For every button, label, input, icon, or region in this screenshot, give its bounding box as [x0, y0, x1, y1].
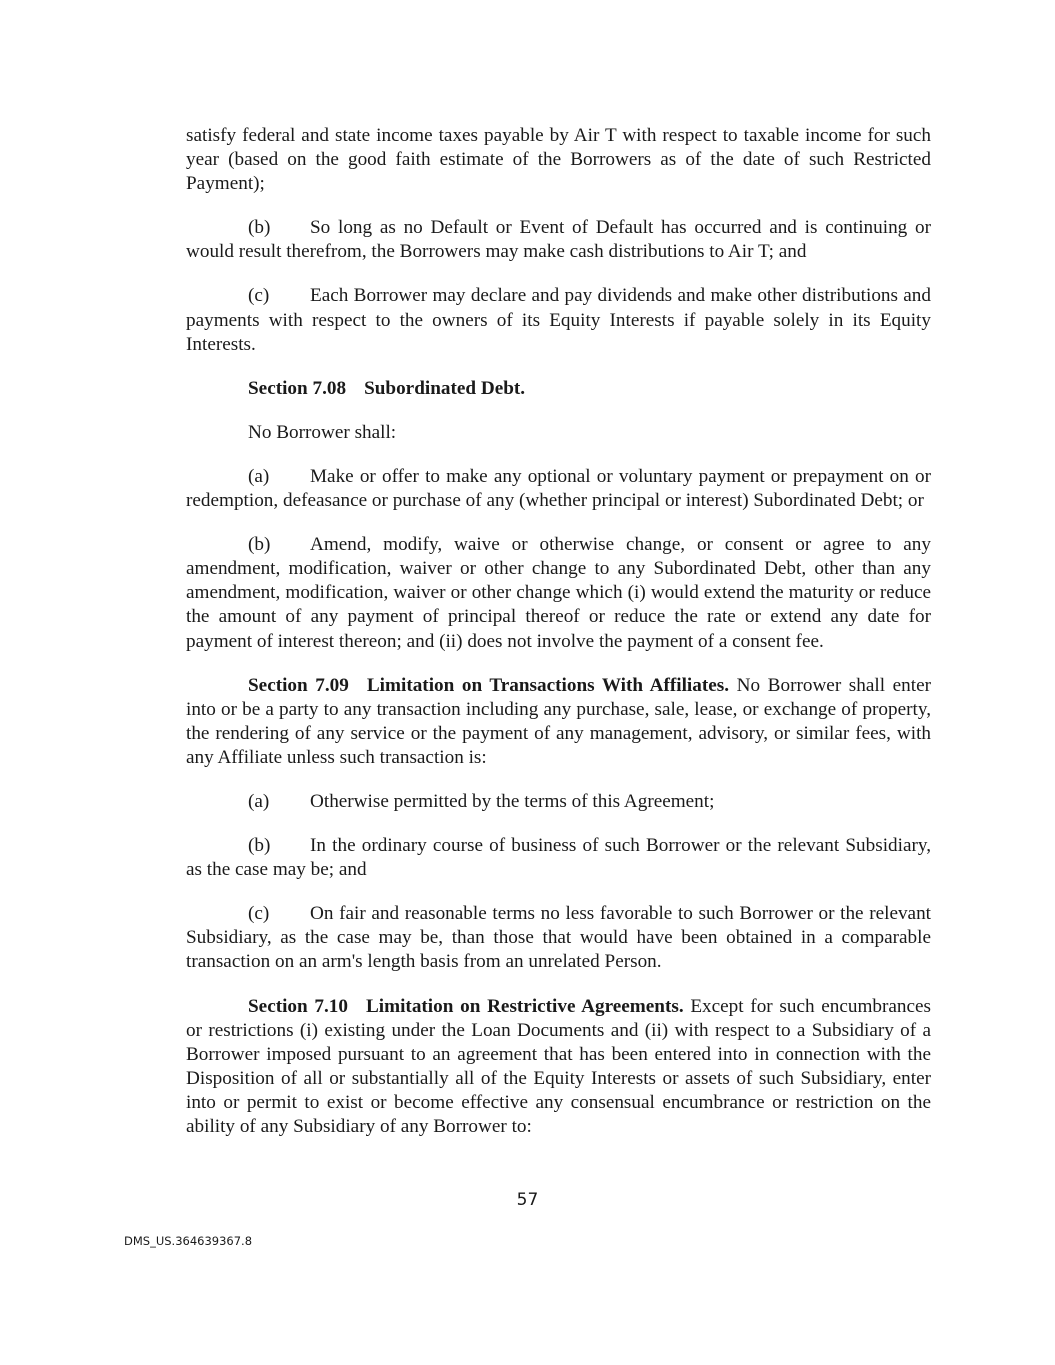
section-7-09-clause-a: [186, 790, 931, 814]
clause-label: (c): [248, 285, 270, 307]
clause-label: (b): [248, 835, 271, 857]
clause-label: (c): [248, 903, 270, 925]
section-7-10: [186, 995, 931, 1140]
clause-label: (a): [248, 790, 270, 812]
clause-text: Amend, modify, waive or otherwise change, or consent or agree to any amendment, modification, waiver or other change to any Subordinated Debt, other than any amendment, modification, waiver or other change which (i) would extend the maturity or reduce the amount of any payment of principal thereof or reduce the rate or extend any date for payment of interest thereon; and (ii) does not involve the payment of a consent fee.: [186, 534, 931, 652]
clause-label: (b): [248, 217, 271, 239]
clause-text: On fair and reasonable terms no less favorable to such Borrower or the relevant Subsidiary, as the case may be, than those that would have been obtained in a comparable transaction on an arm's length basis from an unrelated Person.: [186, 903, 931, 973]
section-title: Limitation on Transactions With Affiliates.: [366, 674, 730, 696]
section-title: Subordinated Debt.: [364, 377, 526, 399]
clause-text: Otherwise permitted by the terms of this Agreement;: [310, 790, 715, 812]
clause-text: Each Borrower may declare and pay dividends and make other distributions and payments with respect to the owners of its Equity Interests if payable solely in its Equity Interests.: [186, 285, 931, 355]
clause-text: Make or offer to make any optional or voluntary payment or prepayment on or redemption, defeasance or purchase of any (whether principal or interest) Subordinated Debt; or: [186, 465, 931, 512]
clause-text: So long as no Default or Event of Default has occurred and is continuing or would result therefrom, the Borrowers may make cash distributions to Air T; and: [186, 217, 931, 263]
section-text: Except for such encumbrances or restrictions (i) existing under the Loan Documents and (ii) with respect to a Subsidiary of a Borrower imposed pursuant to an agreement that has been entered into in connection with the Disposition of all or substantially all of the Equity Interests or assets of such Subsidiary, enter into or permit to exist or become effective any consensual encumbrance or restriction on the ability of any Subsidiary of any Borrower to:: [186, 995, 931, 1137]
section-number: Section 7.10: [248, 995, 348, 1017]
section-7-09-clause-b: [186, 834, 931, 882]
paragraph-c-dividends: [186, 284, 931, 356]
section-text: No Borrower shall enter into or be a party to any transaction including any purchase, sale, lease, or exchange of property, the rendering of any service or the payment of any management, advisory, or similar fees, with any Affiliate unless such transaction is:: [186, 674, 931, 768]
clause-text: In the ordinary course of business of such Borrower or the relevant Subsidiary, as the case may be; and: [186, 835, 931, 881]
section-7-08-heading: [186, 377, 931, 401]
clause-label: (b): [248, 534, 271, 556]
section-7-08-clause-b: [186, 533, 931, 653]
paragraph-continuation: satisfy federal and state income taxes payable by Air T with respect to taxable income for such year (based on the good faith estimate of the Borrowers as of the date of such Restricted Payment);: [186, 125, 931, 195]
clause-label: (a): [248, 465, 270, 487]
document-body: [186, 124, 931, 1159]
paragraph-b-distributions: [186, 216, 931, 264]
section-7-08-intro: No Borrower shall:: [248, 421, 397, 443]
section-7-09: [186, 674, 931, 770]
section-number: Section 7.09: [248, 674, 349, 696]
section-number: Section 7.08: [248, 377, 347, 399]
page-number: 57: [516, 1190, 539, 1210]
section-title: Limitation on Restrictive Agreements.: [365, 995, 684, 1017]
section-7-08-clause-a: [186, 465, 931, 513]
section-7-09-clause-c: [186, 902, 931, 974]
document-id: DMS_US.364639367.8: [124, 1234, 253, 1248]
